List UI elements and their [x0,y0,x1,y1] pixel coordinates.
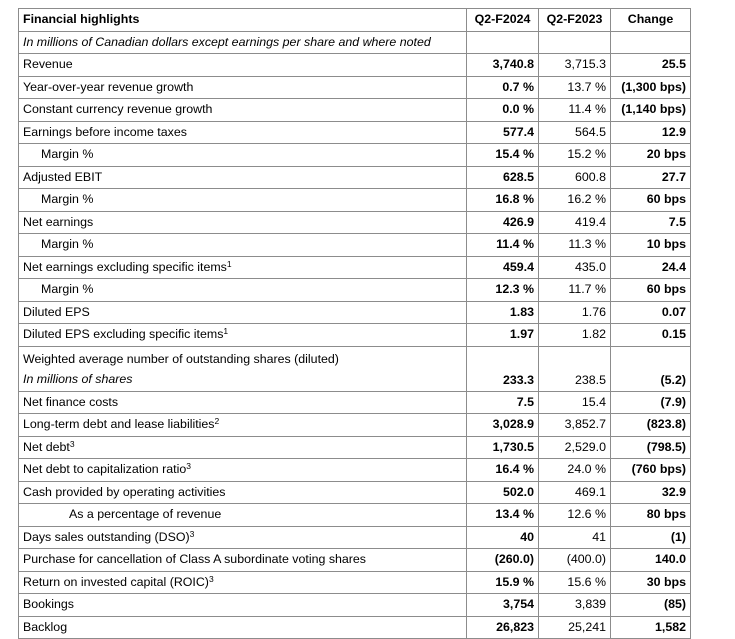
row-label-text: Diluted EPS excluding specific items [23,327,224,341]
table-title: Financial highlights [19,9,467,32]
value-q2-f2024: 502.0 [467,481,539,504]
value-q2-f2023: 11.3 % [539,234,611,257]
value-q2-f2023: 238.5 [539,346,611,391]
value-q2-f2024: 7.5 [467,391,539,414]
value-q2-f2024: 12.3 % [467,279,539,302]
value-q2-f2024: 15.4 % [467,144,539,167]
value-q2-f2024: 3,740.8 [467,54,539,77]
column-header-q2-f2024: Q2-F2024 [467,9,539,32]
row-label [19,211,467,234]
table-row [19,481,691,504]
table-row [19,54,691,77]
row-label-text: Cash provided by operating activities [23,484,226,499]
value-q2-f2023: 1.82 [539,324,611,347]
value-change: 60 bps [611,279,691,302]
row-label [19,414,467,437]
value-change: (1,140 bps) [611,99,691,122]
column-header-q2-f2023: Q2-F2023 [539,9,611,32]
value-q2-f2024: 16.4 % [467,459,539,482]
row-label [19,301,467,324]
value-q2-f2023: 469.1 [539,481,611,504]
row-label-text: Diluted EPS [23,304,90,319]
value-change: 30 bps [611,571,691,594]
table-row [19,436,691,459]
row-label [19,594,467,617]
value-change: (1) [611,526,691,549]
value-change: (760 bps) [611,459,691,482]
row-label [19,99,467,122]
value-q2-f2023: 3,715.3 [539,54,611,77]
row-label [19,504,467,527]
value-change: 140.0 [611,549,691,572]
value-change: 1,582 [611,616,691,639]
value-q2-f2024: 13.4 % [467,504,539,527]
value-q2-f2023: (400.0) [539,549,611,572]
value-q2-f2024: 0.7 % [467,76,539,99]
value-change: (5.2) [611,346,691,391]
value-q2-f2023: 11.4 % [539,99,611,122]
footnote-marker: 3 [186,461,191,471]
table-row [19,211,691,234]
value-change: (7.9) [611,391,691,414]
value-q2-f2024: 1.97 [467,324,539,347]
table-row [19,414,691,437]
row-label [19,279,467,302]
table-row [19,189,691,212]
row-label-text: Return on invested capital (ROIC) [23,574,209,589]
value-q2-f2023: 419.4 [539,211,611,234]
value-q2-f2024: 16.8 % [467,189,539,212]
row-label [19,189,467,212]
value-change: 25.5 [611,54,691,77]
footnote-marker: 3 [69,438,75,449]
table-row [19,526,691,549]
row-label-text: Adjusted EBIT [23,169,103,184]
value-q2-f2024: 1,730.5 [467,436,539,459]
empty-cell [467,31,539,54]
value-q2-f2024: 40 [467,526,539,549]
table-row [19,234,691,257]
units-note: In millions of Canadian dollars except earnings per share and where noted [19,31,467,54]
row-label [19,346,467,391]
value-q2-f2023: 12.6 % [539,504,611,527]
table-row [19,301,691,324]
value-change: 80 bps [611,504,691,527]
row-label [19,76,467,99]
value-change: 32.9 [611,481,691,504]
value-q2-f2024: 0.0 % [467,99,539,122]
row-label [19,616,467,639]
value-q2-f2023: 11.7 % [539,279,611,302]
row-label-text: Margin % [41,237,94,251]
row-label-text: Weighted average number of outstanding shares (diluted) [23,351,339,366]
table-body [19,9,691,639]
table-row [19,324,691,347]
header-row [19,9,691,32]
empty-cell [611,31,691,54]
value-q2-f2024: 233.3 [467,346,539,391]
footnote-marker: 3 [208,573,214,584]
row-label [19,436,467,459]
empty-cell [539,31,611,54]
table-row [19,99,691,122]
value-q2-f2023: 41 [539,526,611,549]
value-change: 0.15 [611,324,691,347]
table-row [19,121,691,144]
value-q2-f2024: 3,028.9 [467,414,539,437]
row-label-text: Long-term debt and lease liabilities [23,417,215,431]
row-label-text: Revenue [23,57,73,71]
row-label [19,121,467,144]
table-row-shares [19,346,691,391]
row-label-text: Net debt [23,439,70,454]
table-row [19,256,691,279]
value-q2-f2023: 3,839 [539,594,611,617]
table-row [19,571,691,594]
row-label-text: Backlog [23,619,68,634]
value-q2-f2024: 26,823 [467,616,539,639]
value-q2-f2023: 3,852.7 [539,414,611,437]
table-row [19,166,691,189]
financial-highlights-container [18,8,691,639]
row-label [19,234,467,257]
footnote-marker: 2 [214,416,220,426]
row-label-text: Net debt to capitalization ratio [23,462,187,476]
table-row [19,616,691,639]
row-label-text: Margin % [41,282,94,296]
value-q2-f2023: 1.76 [539,301,611,324]
table-row [19,279,691,302]
financial-highlights-table [18,8,691,639]
row-label [19,324,467,347]
row-label [19,144,467,167]
value-q2-f2023: 15.2 % [539,144,611,167]
value-change: 10 bps [611,234,691,257]
value-q2-f2023: 16.2 % [539,189,611,212]
footnote-marker: 1 [226,258,232,269]
row-label-text: Year-over-year revenue growth [23,79,194,94]
table-row [19,76,691,99]
row-label [19,571,467,594]
value-q2-f2023: 15.4 [539,391,611,414]
table-row [19,391,691,414]
value-change: 60 bps [611,189,691,212]
value-q2-f2023: 13.7 % [539,76,611,99]
value-change: 20 bps [611,144,691,167]
value-change: (85) [611,594,691,617]
value-change: 7.5 [611,211,691,234]
value-q2-f2024: 3,754 [467,594,539,617]
value-q2-f2023: 564.5 [539,121,611,144]
value-change: (823.8) [611,414,691,437]
subtitle-row [19,31,691,54]
value-change: 12.9 [611,121,691,144]
value-change: (1,300 bps) [611,76,691,99]
value-q2-f2023: 2,529.0 [539,436,611,459]
value-q2-f2023: 435.0 [539,256,611,279]
row-label-text: Margin % [41,192,94,206]
row-label-text: As a percentage of revenue [69,507,222,521]
table-row [19,459,691,482]
row-label [19,481,467,504]
value-change: 24.4 [611,256,691,279]
value-q2-f2024: 11.4 % [467,234,539,257]
value-q2-f2024: 577.4 [467,121,539,144]
value-q2-f2024: (260.0) [467,549,539,572]
table-row [19,549,691,572]
value-change: 27.7 [611,166,691,189]
value-change: 0.07 [611,301,691,324]
row-label-text: Constant currency revenue growth [23,102,213,116]
row-label [19,166,467,189]
row-label [19,54,467,77]
column-header-change: Change [611,9,691,32]
table-row [19,504,691,527]
table-row [19,594,691,617]
row-label-text: Purchase for cancellation of Class A subordinate voting shares [23,552,367,566]
row-label-text: Margin % [41,147,94,161]
row-label-text: Days sales outstanding (DSO) [23,529,190,544]
row-label-text: Net finance costs [23,394,119,409]
row-label-text: Earnings before income taxes [23,124,187,139]
row-label-text: Net earnings [23,214,94,229]
row-label [19,391,467,414]
value-change: (798.5) [611,436,691,459]
value-q2-f2024: 426.9 [467,211,539,234]
row-label [19,526,467,549]
value-q2-f2024: 15.9 % [467,571,539,594]
value-q2-f2023: 25,241 [539,616,611,639]
value-q2-f2023: 24.0 % [539,459,611,482]
value-q2-f2024: 459.4 [467,256,539,279]
row-sublabel-text: In millions of shares [23,371,133,386]
row-label [19,549,467,572]
footnote-marker: 3 [189,528,195,539]
row-label [19,459,467,482]
row-label [19,256,467,279]
row-label-text: Net earnings excluding specific items [23,259,227,274]
value-q2-f2023: 600.8 [539,166,611,189]
value-q2-f2024: 1.83 [467,301,539,324]
footnote-marker: 1 [223,326,229,336]
value-q2-f2023: 15.6 % [539,571,611,594]
row-label-text: Bookings [23,597,74,611]
value-q2-f2024: 628.5 [467,166,539,189]
table-row [19,144,691,167]
